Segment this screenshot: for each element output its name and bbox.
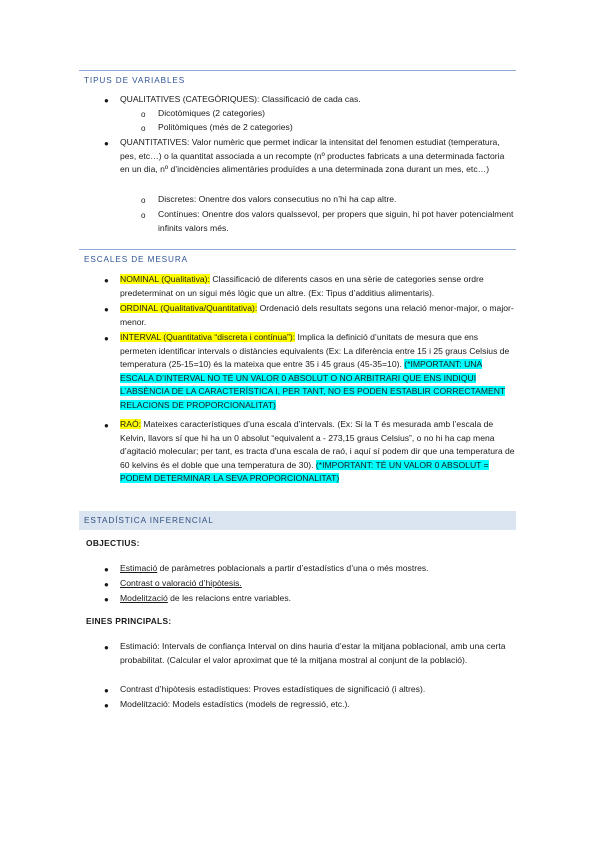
list-item: Estimació: Intervals de confiança Interval on dins hauria d’estar la mitjana poblacional, amb una certa probabilitat. (Calcular el valor aproximat que té la mitjana mostral al conjunt de la població). [120,641,506,665]
item-text: de les relacions entre variables. [167,593,292,603]
item-text: Classificació de diferents casos en una sèrie de categories sense ordre predeterminat on un sigui més lògic que un altre. (Ex: Tipus d’additius alimentaris). [120,274,484,298]
section-divider [79,249,516,250]
sub-list-item: Discretes: Onentre dos valors consecutius no n’hi ha cap altre. [158,194,397,204]
important-note: (*IMPORTANT: UNA ESCALA D’INTERVAL NO TÉ UN VALOR 0 ABSOLUT O NO ARBITRARI QUE ENS INDIQUI L’ABSÈNCIA DE LA CARACTERÍSTICA I, PER TANT, NO ES PODEN ESTABLIR CORRECTAMENT RELACIONS DE PROPORCIONALITAT) [120,359,506,410]
item-text: Implica la definició d’unitats de mesura que ens permeten identificar intervals o distàncies equivalents (Ex: La diferència entre 15 i 25 graus Celsius de temperatura (25-15=10) és la mateixa que entre 35 i 45 graus (45-35=10). [120,332,510,370]
bullet-icon: ● [104,334,109,343]
circle-bullet-icon: o [141,196,146,205]
bullet-icon: ● [104,96,109,105]
highlight-label: ORDINAL (Qualitativa/Quantitativa): [120,303,258,313]
underlined-term: Contrast o valoració d’hipòtesis. [120,578,242,588]
important-note: (*IMPORTANT: TÉ UN VALOR 0 ABSOLUT = PODEM DETERMINAR LA SEVA PROPORCIONALITAT) [120,459,489,484]
bullet-icon: ● [104,421,109,430]
item-text: Mateixes característiques d’una escala d’intervals. (Ex: Si la T és mesurada amb l’escala de Kelvin, llavors sí que hi ha un 0 absolut “equivalent a - 273,15 graus Celsius”, o no hi ha cap mena d’agitació molecular; per tant, es tracta d’una escala de raó, i aquí sí podem dir que una temperatura de 60 kelvins és el doble que una temperatura de 30). [120,419,515,470]
subheading-eines: EINES PRINCIPALS: [86,616,172,626]
highlight-label: INTERVAL (Quantitativa “discreta i contínua”): [120,332,296,342]
list-item: QUANTITATIVES: Valor numèric que permet indicar la intensitat del fenomen estudiat (temperatura, pes, etc…) o la quantitat associada a un recompte (nº productes fabricats a una determinada factoria en un dia, nº d’incidències alimentàries produïdes a una determinada zona durant un mes, etc…) [120,137,505,175]
section-title-tipus: TIPUS DE VARIABLES [84,76,186,85]
list-item [120,302,516,329]
bullet-icon: ● [104,276,109,285]
bullet-icon: ● [104,580,109,589]
sub-list-item: Politòmiques (més de 2 categories) [158,122,293,132]
circle-bullet-icon: o [141,124,146,133]
underlined-term: Modelització [120,593,168,603]
item-text: Ordenació dels resultats segons una relació menor-major, o major-menor. [120,303,514,327]
highlight-label: NOMINAL (Qualitativa): [120,274,210,284]
bullet-icon: ● [104,305,109,314]
subheading-objectius: OBJECTIUS: [86,538,140,548]
underlined-term: Estimació [120,563,158,573]
list-item: Contrast d’hipòtesis estadístiques: Proves estadístiques de significació (i altres). [120,684,426,694]
bullet-icon: ● [104,701,109,710]
bullet-icon: ● [104,643,109,652]
list-item [120,331,516,413]
list-item [120,562,516,576]
list-item [120,418,516,486]
item-text: de paràmetres poblacionals a partir d’estadístics d’una o més mostres. [157,563,429,573]
bullet-icon: ● [104,565,109,574]
circle-bullet-icon: o [141,211,146,220]
list-item [120,273,516,300]
bullet-icon: ● [104,139,109,148]
sub-list-item: Dicotòmiques (2 categories) [158,108,265,118]
bullet-icon: ● [104,595,109,604]
list-item [120,592,516,606]
list-item: Modelització: Models estadístics (models de regressió, etc.). [120,699,350,709]
section-divider [79,70,516,71]
section-title-escales: ESCALES DE MESURA [84,255,189,264]
highlight-label: RAÓ: [120,419,142,429]
list-item: QUALITATIVES (CATEGÒRIQUES): Classificació de cada cas. [120,94,361,104]
bullet-icon: ● [104,686,109,695]
section-title-inferencial: ESTADÍSTICA INFERENCIAL [84,516,214,525]
circle-bullet-icon: o [141,110,146,119]
list-item [120,577,516,591]
sub-list-item: Contínues: Onentre dos valors qualssevol, per propers que siguin, hi pot haver potencialment infinits valors més. [158,209,514,233]
